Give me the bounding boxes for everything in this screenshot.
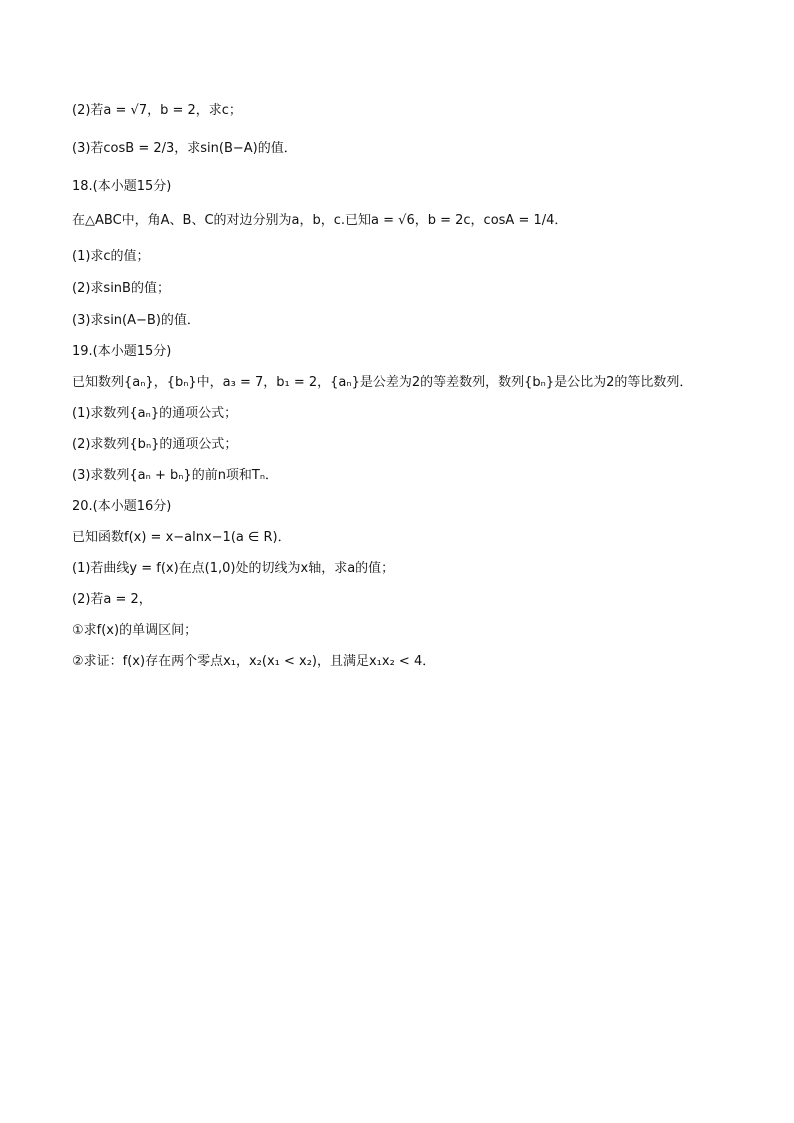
- q19-part2: (2)求数列{bₙ}的通项公式；: [72, 437, 238, 452]
- q20-part2: (2)若a = 2，: [72, 592, 152, 607]
- q19-part1: (1)求数列{aₙ}的通项公式；: [72, 406, 238, 421]
- q20-heading: 20.(本小题16分): [72, 499, 172, 514]
- q18-heading: 18.(本小题15分): [72, 179, 172, 194]
- q18-part1: (1)求c的值；: [72, 249, 150, 264]
- q17-part3: (3)若cosB = 2/3，求sin(B−A)的值．: [72, 141, 297, 156]
- q20-part1: (1)若曲线y = f(x)在点(1,0)处的切线为x轴，求a的值；: [72, 561, 395, 576]
- q18-stem: 在△ABC中，角A、B、C的对边分别为a，b，c.已知a = √6，b = 2c，cosA = 1/4．: [72, 213, 568, 228]
- q20-part2-sub2: ②求证：f(x)存在两个零点x₁，x₂(x₁ < x₂)，且满足x₁x₂ < 4．: [72, 654, 436, 669]
- q18-part2: (2)求sinB的值；: [72, 281, 170, 296]
- q19-part3: (3)求数列{aₙ + bₙ}的前n项和Tₙ．: [72, 468, 279, 483]
- q17-part2: (2)若a = √7，b = 2，求c；: [72, 103, 242, 118]
- q18-part3: (3)求sin(A−B)的值．: [72, 313, 200, 328]
- q20-stem: 已知函数f(x) = x−alnx−1(a ∈ R)．: [72, 530, 291, 545]
- q20-part2-sub1: ①求f(x)的单调区间；: [72, 623, 198, 638]
- q19-stem: 已知数列{aₙ}，{bₙ}中，a₃ = 7，b₁ = 2，{aₙ}是公差为2的等差数列，数列{bₙ}是公比为2的等比数列．: [72, 375, 693, 390]
- q19-heading: 19.(本小题15分): [72, 344, 172, 359]
